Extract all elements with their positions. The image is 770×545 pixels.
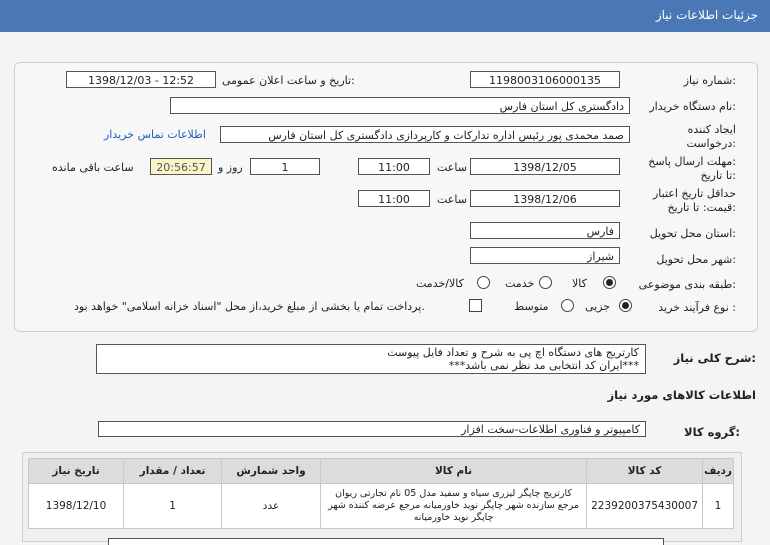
goods-group-label: گروه کالا: <box>684 425 740 439</box>
cell-qty: 1 <box>124 484 222 529</box>
process-label: نوع فرآیند خرید : <box>658 301 736 314</box>
process-minor-radio[interactable] <box>619 299 632 312</box>
cell-code: 2239200375430007 <box>587 484 703 529</box>
table-row <box>29 484 734 529</box>
goods-group-field: کامپیوتر و فناوری اطلاعات-سخت افزار <box>98 421 646 437</box>
validity-time-field: 11:00 <box>358 190 430 207</box>
description-text <box>96 344 646 374</box>
days-label: روز و <box>218 161 243 174</box>
col-date: تاریخ نیاز <box>29 459 124 484</box>
deadline-label-line2: تا تاریخ: <box>700 169 736 182</box>
buyer-contact-link[interactable]: اطلاعات تماس خریدار <box>104 128 206 141</box>
category-goods-radio[interactable] <box>603 276 616 289</box>
category-goods-service-radio[interactable] <box>477 276 490 289</box>
cell-name: کارتریج چاپگر لیزری سیاه و سفید مدل 05 نام تجارتی ریوان مرجع سازنده شهر چاپگر نوید خاورمیانه مرجع عرضه کننده شهر چاپگر نوید خاورمیانه <box>320 484 586 529</box>
remaining-time-field: 20:56:57 <box>150 158 212 175</box>
need-number-label: شماره نیاز: <box>683 74 736 87</box>
deadline-time-field: 11:00 <box>358 158 430 175</box>
city-field: شیراز <box>470 247 620 264</box>
need-number-field: 1198003106000135 <box>470 71 620 88</box>
announce-date-field: 1398/12/03 - 12:52 <box>66 71 216 88</box>
category-service-radio[interactable] <box>539 276 552 289</box>
goods-table-header <box>29 459 734 484</box>
col-row: ردیف <box>703 459 734 484</box>
deadline-date-field: 1398/12/05 <box>470 158 620 175</box>
process-medium-radio[interactable] <box>561 299 574 312</box>
validity-label-line1: حداقل تاریخ اعتبار <box>652 187 736 200</box>
category-label: طبقه بندی موضوعی: <box>638 278 736 291</box>
col-unit: واحد شمارش <box>222 459 321 484</box>
buyer-field: دادگستری کل استان فارس <box>170 97 630 114</box>
treasury-checkbox[interactable] <box>469 299 482 312</box>
description-label: شرح کلی نیاز: <box>673 351 756 365</box>
col-qty: تعداد / مقدار <box>124 459 222 484</box>
page-title: جزئیات اطلاعات نیاز <box>655 8 758 22</box>
cell-date: 1398/12/10 <box>29 484 124 529</box>
col-name: نام کالا <box>320 459 586 484</box>
creator-label-line2: درخواست: <box>686 137 736 150</box>
goods-info-title: اطلاعات کالاهای مورد نیاز <box>607 388 756 402</box>
announce-date-label: تاریخ و ساعت اعلان عمومی: <box>222 74 355 87</box>
creator-field: صمد محمدی پور رئیس اداره تدارکات و کارپردازی دادگستری کل استان فارس <box>220 126 630 143</box>
process-minor-label: جزیی <box>585 300 611 313</box>
province-field: فارس <box>470 222 620 239</box>
province-label: استان محل تحویل: <box>649 227 736 240</box>
validity-date-field: 1398/12/06 <box>470 190 620 207</box>
col-code: کد کالا <box>587 459 703 484</box>
category-service-label: خدمت <box>505 277 535 290</box>
cell-unit: عدد <box>222 484 321 529</box>
treasury-note: پرداخت تمام یا بخشی از مبلغ خرید،از محل "اسناد خزانه اسلامی" خواهد بود. <box>74 300 425 313</box>
deadline-time-label: ساعت <box>437 161 467 174</box>
bottom-field <box>108 538 664 545</box>
category-goods-service-label: کالا/خدمت <box>416 277 464 290</box>
goods-table <box>28 458 734 529</box>
creator-label-line1: ایجاد کننده <box>687 123 736 136</box>
city-label: شهر محل تحویل: <box>656 253 736 266</box>
page-header <box>0 0 770 32</box>
deadline-label-line1: مهلت ارسال پاسخ: <box>648 155 736 168</box>
description-line-1: کارتریج های دستگاه اچ پی به شرح و تعداد فایل پیوست <box>387 346 639 359</box>
process-medium-label: متوسط <box>514 300 549 313</box>
cell-row: 1 <box>703 484 734 529</box>
remaining-time-label: ساعت باقی مانده <box>52 161 134 174</box>
category-goods-label: کالا <box>572 277 587 290</box>
validity-time-label: ساعت <box>437 193 467 206</box>
description-line-2: ***ایران کد انتخابی مد نظر نمی باشد*** <box>448 359 639 372</box>
days-field: 1 <box>250 158 320 175</box>
validity-label-line2: قیمت: تا تاریخ: <box>667 201 736 214</box>
buyer-label: نام دستگاه خریدار: <box>649 100 736 113</box>
